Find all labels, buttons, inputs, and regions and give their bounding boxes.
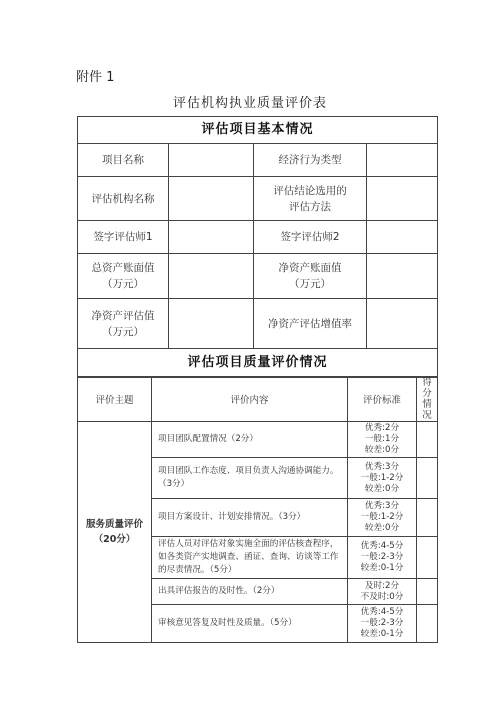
header-content: 评价内容 (152, 377, 348, 422)
content-item: 项目团队配置情况（2分） (152, 422, 348, 458)
standard-item: 及时:2分 不及时:0分 (348, 579, 417, 605)
label-appraiser-2: 签字评估师2 (254, 221, 367, 254)
basic-section-title: 评估项目基本情况 (78, 117, 438, 144)
content-item: 项目团队工作态度、项目负责人沟通协调能力。（3分） (152, 458, 348, 499)
content-item: 项目方案设计、计划安排情况。（3分） (152, 499, 348, 537)
value-net-assets-book[interactable] (367, 254, 438, 299)
score-cell[interactable] (417, 579, 438, 605)
quality-section-title: 评估项目质量评价情况 (78, 349, 438, 378)
label-net-assets-valuation: 净资产评估值 （万元） (78, 299, 169, 349)
header-theme: 评价主题 (78, 377, 152, 422)
document-title: 评估机构执业质量评价表 (172, 96, 327, 111)
value-economic-type[interactable] (367, 144, 438, 177)
value-agency-name[interactable] (169, 177, 254, 221)
label-total-assets: 总资产账面值 （万元） (78, 254, 169, 299)
value-net-assets-valuation[interactable] (169, 299, 254, 349)
attachment-label: 附件 1 (76, 70, 115, 85)
value-project-name[interactable] (169, 144, 254, 177)
standard-item: 优秀:2分 一般:1分 较差:0分 (348, 422, 417, 458)
score-cell[interactable] (417, 605, 438, 643)
header-score: 得 分 情 况 (417, 377, 438, 422)
label-economic-type: 经济行为类型 (254, 144, 367, 177)
label-valuation-method: 评估结论选用的 评估方法 (254, 177, 367, 221)
value-appreciation-rate[interactable] (367, 299, 438, 349)
standard-item: 优秀:4-5分 一般:2-3分 较差:0-1分 (348, 605, 417, 643)
basic-info-table (77, 116, 438, 378)
theme-service-quality: 服务质量评价 （20分） (78, 422, 152, 643)
score-cell[interactable] (417, 458, 438, 499)
score-cell[interactable] (417, 499, 438, 537)
label-project-name: 项目名称 (78, 144, 169, 177)
label-net-assets-book: 净资产账面值 （万元） (254, 254, 367, 299)
standard-item: 优秀:3分 一般:1-2分 较差:0分 (348, 458, 417, 499)
content-item: 出具评估报告的及时性。（2分） (152, 579, 348, 605)
label-appraiser-1: 签字评估师1 (78, 221, 169, 254)
value-total-assets[interactable] (169, 254, 254, 299)
value-appraiser-2[interactable] (367, 221, 438, 254)
score-cell[interactable] (417, 537, 438, 579)
standard-item: 优秀:3分 一般:1-2分 较差:0分 (348, 499, 417, 537)
label-agency-name: 评估机构名称 (78, 177, 169, 221)
content-item: 评估人员对评估对象实施全面的评估核查程序，如各类资产实地调查、函证、查询、访谈等工作的尽责情况。（5分） (152, 537, 348, 579)
quality-table (77, 376, 438, 643)
label-appreciation-rate: 净资产评估增值率 (254, 299, 367, 349)
standard-item: 优秀:4-5分 一般:2-3分 较差:0-1分 (348, 537, 417, 579)
header-standard: 评价标准 (348, 377, 417, 422)
content-item: 审核意见答复及时性及质量。（5分） (152, 605, 348, 643)
score-cell[interactable] (417, 422, 438, 458)
value-valuation-method[interactable] (367, 177, 438, 221)
value-appraiser-1[interactable] (169, 221, 254, 254)
